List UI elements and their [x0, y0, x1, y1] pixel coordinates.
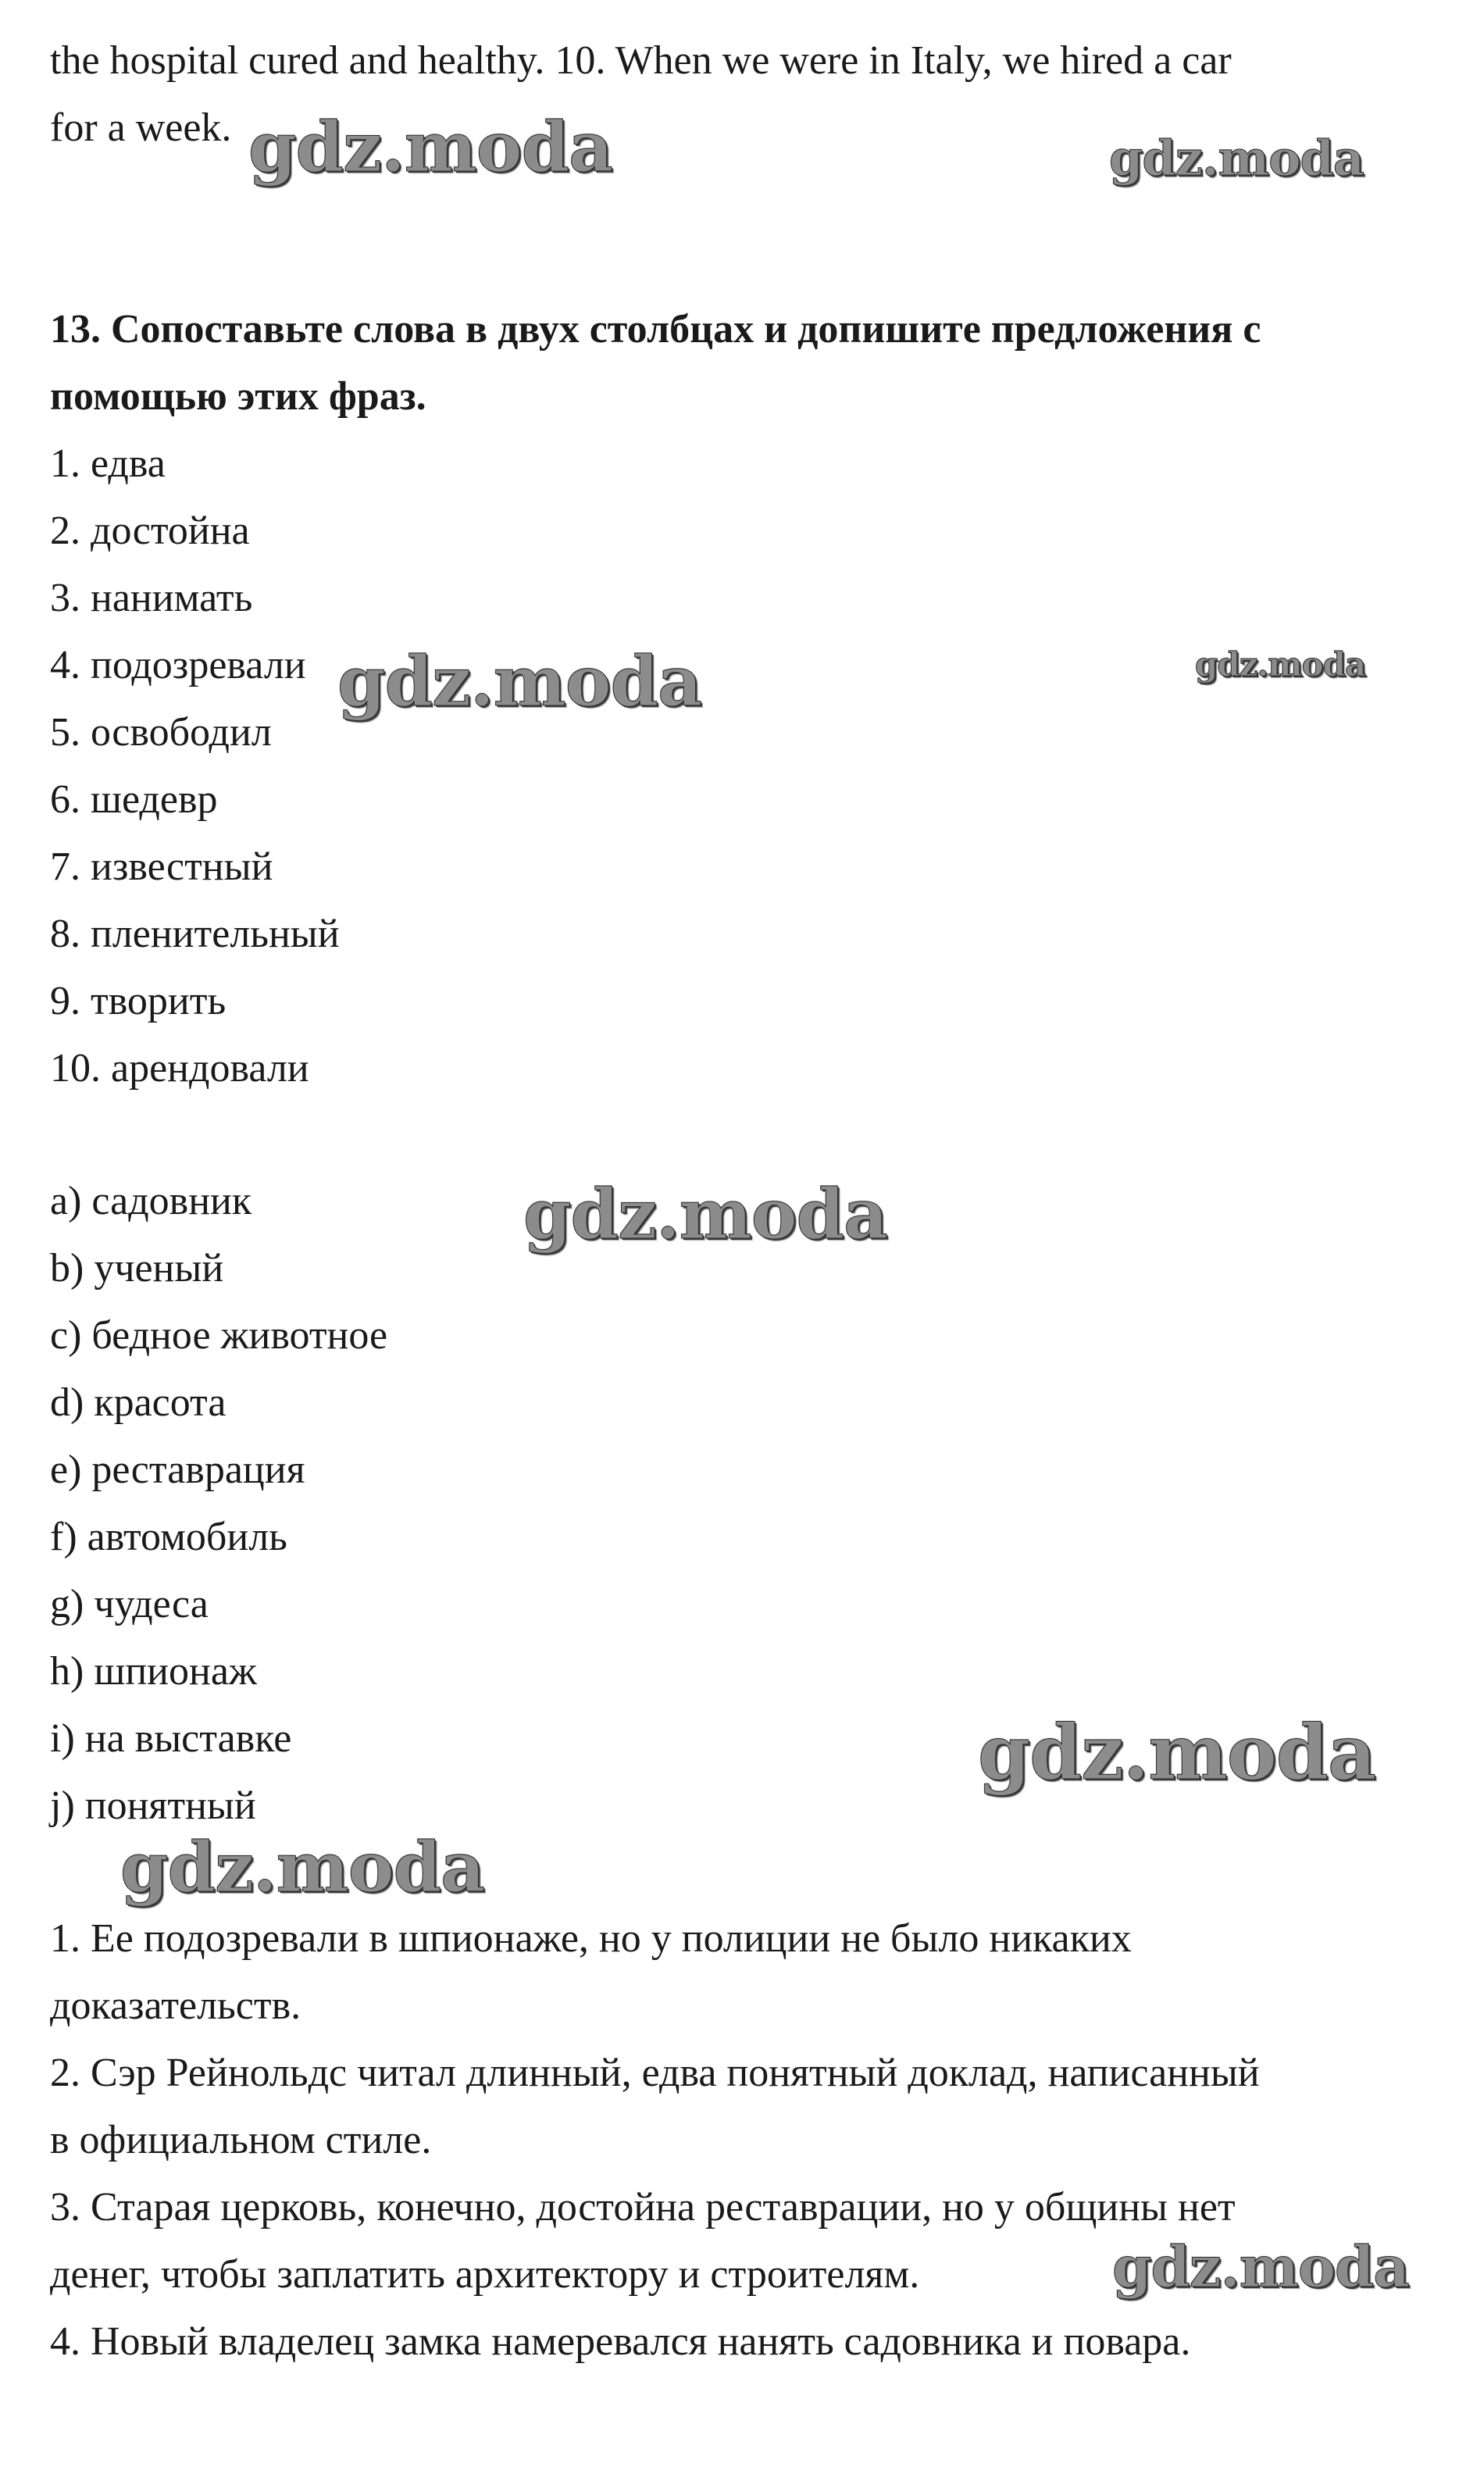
answer-line: 3. Старая церковь, конечно, достойна реставрации, но у общины нет — [50, 2185, 1236, 2230]
watermark-logo: gdz.moda — [1112, 2233, 1409, 2300]
intro-line-1: the hospital cured and healthy. 10. When we were in Italy, we hired a car — [50, 38, 1232, 83]
column1-item: 2. достойна — [50, 509, 250, 553]
watermark-logo: gdz.moda — [1195, 645, 1366, 684]
column2-item: g) чудеса — [50, 1582, 209, 1626]
answer-line: доказательств. — [50, 1983, 301, 2028]
column2-item: d) красота — [50, 1380, 227, 1425]
intro-line-2: for a week. — [50, 105, 232, 150]
answer-line: 1. Ее подозревали в шпионаже, но у полиции не было никаких — [50, 1916, 1132, 1961]
answer-line: в официальном стиле. — [50, 2118, 432, 2162]
task-title-line-1: 13. Сопоставьте слова в двух столбцах и допишите предложения с — [50, 307, 1261, 352]
watermark-logo: gdz.moda — [1109, 130, 1364, 187]
column1-item: 8. пленительный — [50, 912, 340, 956]
column2-item: f) автомобиль — [50, 1515, 287, 1559]
column2-item: b) ученый — [50, 1246, 224, 1291]
column1-item: 3. нанимать — [50, 576, 253, 620]
column1-item: 4. подозревали — [50, 643, 306, 687]
answer-line: 2. Сэр Рейнольдс читал длинный, едва понятный доклад, написанный — [50, 2051, 1260, 2095]
watermark-logo: gdz.moda — [120, 1826, 485, 1908]
column1-item: 6. шедевр — [50, 777, 218, 822]
column1-item: 7. известный — [50, 844, 273, 889]
task-title-line-2: помощью этих фраз. — [50, 374, 426, 419]
column2-item: j) понятный — [50, 1783, 256, 1828]
column1-item: 9. творить — [50, 979, 227, 1023]
watermark-logo: gdz.moda — [248, 106, 613, 187]
column1-item: 5. освободил — [50, 710, 272, 755]
answer-line: денег, чтобы заплатить архитектору и строителям. — [50, 2252, 920, 2297]
column1-item: 1. едва — [50, 441, 166, 486]
column2-item: e) реставрация — [50, 1448, 305, 1492]
answer-line: 4. Новый владелец замка намеревался нанять садовника и повара. — [50, 2319, 1191, 2364]
column1-item: 10. арендовали — [50, 1046, 309, 1091]
watermark-logo: gdz.moda — [523, 1173, 888, 1255]
column2-item: i) на выставке — [50, 1716, 292, 1761]
watermark-logo: gdz.moda — [337, 641, 702, 722]
column2-item: c) бедное животное — [50, 1313, 388, 1358]
watermark-logo: gdz.moda — [978, 1708, 1376, 1797]
column2-item: a) садовник — [50, 1179, 252, 1223]
column2-item: h) шпионаж — [50, 1649, 257, 1694]
